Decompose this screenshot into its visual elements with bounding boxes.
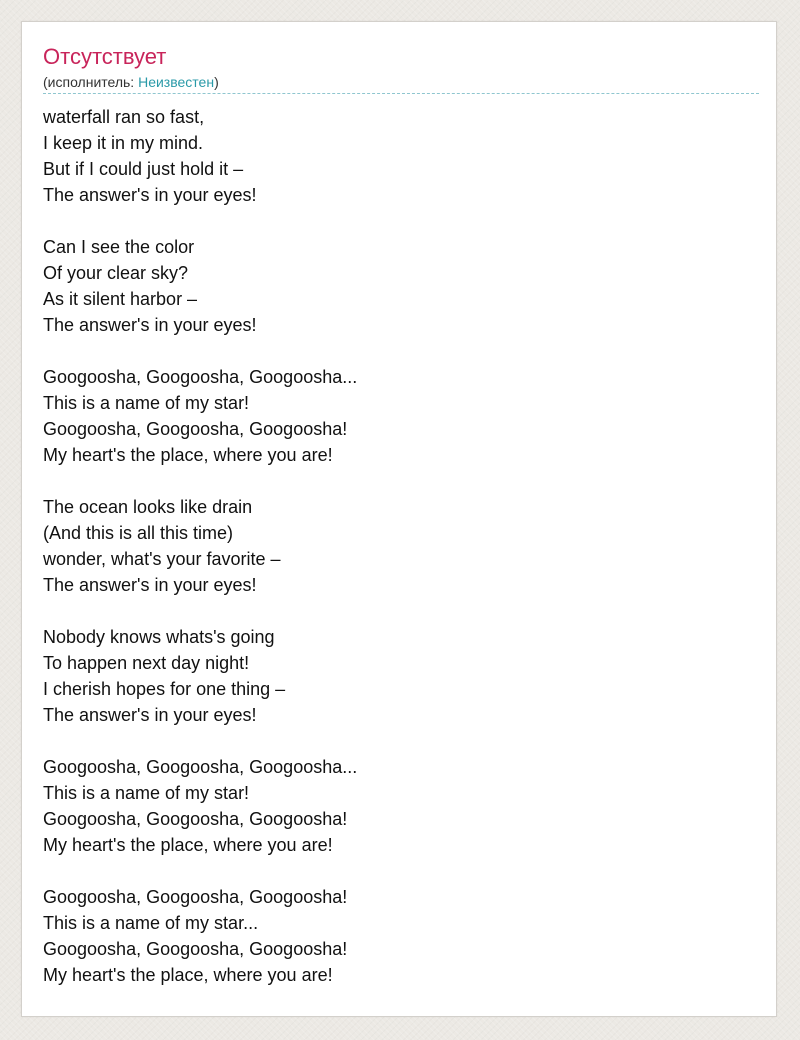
lyric-line: My heart's the place, where you are! <box>43 445 333 465</box>
lyric-line: Googoosha, Googoosha, Googoosha... <box>43 367 358 387</box>
stanza <box>43 104 753 208</box>
lyric-line: This is a name of my star! <box>43 783 250 803</box>
lyric-line: wonder, what's your favorite – <box>43 549 281 569</box>
artist-line <box>43 73 219 91</box>
stanza <box>43 884 753 988</box>
artist-link[interactable]: Неизвестен <box>138 74 215 90</box>
lyric-line: Nobody knows whats's going <box>43 627 275 647</box>
lyrics-card <box>21 21 777 1017</box>
lyric-line: Googoosha, Googoosha, Googoosha! <box>43 939 348 959</box>
lyric-line: This is a name of my star! <box>43 393 250 413</box>
stanza <box>43 234 753 338</box>
lyric-line: The answer's in your eyes! <box>43 705 257 725</box>
lyric-line: waterfall ran so fast, <box>43 107 205 127</box>
artist-suffix: ) <box>214 74 219 90</box>
lyric-line: My heart's the place, where you are! <box>43 835 333 855</box>
lyric-line: Of your clear sky? <box>43 263 189 283</box>
lyrics-body <box>43 104 753 1014</box>
stanza <box>43 754 753 858</box>
stanza <box>43 364 753 468</box>
artist-prefix: (исполнитель: <box>43 74 139 90</box>
lyric-line: The ocean looks like drain <box>43 497 253 517</box>
lyric-line: This is a name of my star... <box>43 913 259 933</box>
lyric-line: Googoosha, Googoosha, Googoosha! <box>43 809 348 829</box>
lyric-line: My heart's the place, where you are! <box>43 965 333 985</box>
stanza <box>43 624 753 728</box>
title-divider <box>43 93 759 94</box>
lyric-line: The answer's in your eyes! <box>43 315 257 335</box>
lyric-line: Googoosha, Googoosha, Googoosha... <box>43 757 358 777</box>
lyric-line: Googoosha, Googoosha, Googoosha! <box>43 887 348 907</box>
lyric-line: Can I see the color <box>43 237 195 257</box>
lyric-line: I keep it in my mind. <box>43 133 204 153</box>
lyric-line: (And this is all this time) <box>43 523 234 543</box>
lyric-line: Googoosha, Googoosha, Googoosha! <box>43 419 348 439</box>
lyric-line: The answer's in your eyes! <box>43 575 257 595</box>
lyric-line: To happen next day night! <box>43 653 250 673</box>
lyric-line: As it silent harbor – <box>43 289 198 309</box>
song-title: Отсутствует <box>43 44 167 69</box>
lyric-line: The answer's in your eyes! <box>43 185 257 205</box>
lyric-line: I cherish hopes for one thing – <box>43 679 286 699</box>
stanza <box>43 494 753 598</box>
lyric-line: But if I could just hold it – <box>43 159 244 179</box>
